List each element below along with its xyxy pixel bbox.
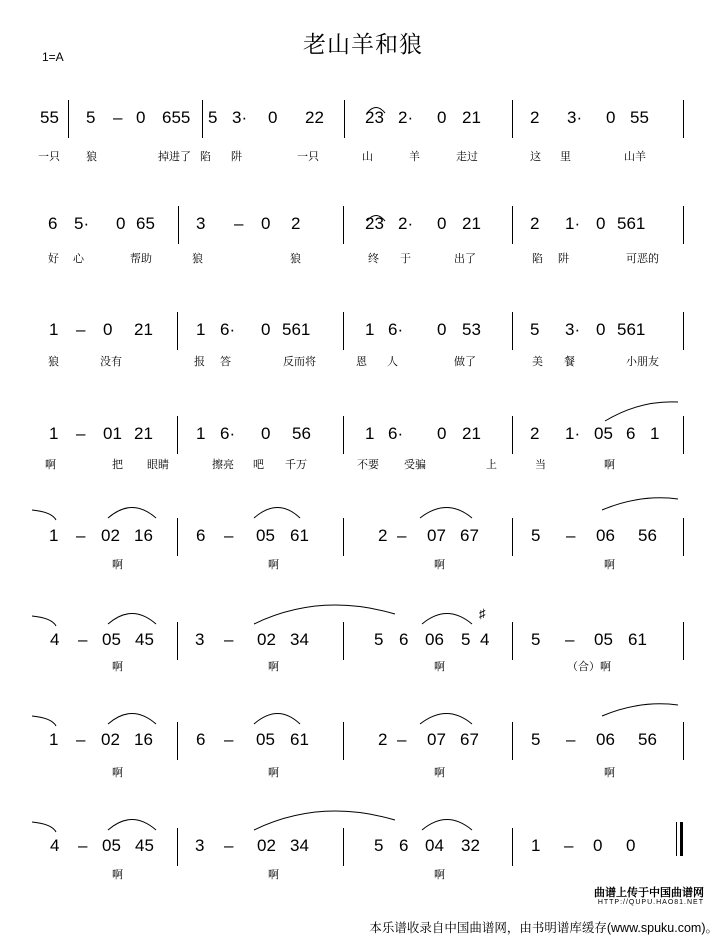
note: 55 bbox=[40, 108, 59, 127]
note: 4 bbox=[50, 836, 60, 855]
sharp-sign: ♯ bbox=[479, 606, 486, 621]
note: 4 bbox=[50, 630, 60, 649]
note: 0 bbox=[437, 424, 447, 443]
note: 3· bbox=[232, 108, 248, 127]
barline bbox=[512, 206, 513, 244]
note: – bbox=[224, 730, 234, 749]
note: – bbox=[397, 730, 407, 749]
lyric: 掉进了 bbox=[158, 151, 191, 163]
footer-site-url: HTTP://QUPU.HAO81.NET bbox=[597, 899, 704, 906]
note: 1 bbox=[196, 424, 206, 443]
note: 5 bbox=[461, 630, 471, 649]
footer-site-label: 曲谱上传于中国曲谱网 bbox=[594, 887, 704, 899]
lyric: 报 bbox=[194, 356, 205, 368]
note: 1 bbox=[650, 424, 660, 443]
barline bbox=[512, 312, 513, 350]
barline bbox=[68, 100, 69, 138]
note: 56 bbox=[292, 424, 311, 443]
note: 55 bbox=[630, 108, 649, 127]
note: 3 bbox=[196, 214, 206, 233]
barline bbox=[683, 622, 684, 660]
note: 34 bbox=[290, 836, 309, 855]
barline bbox=[512, 828, 513, 866]
note: – bbox=[565, 630, 575, 649]
lyric: 啊 bbox=[112, 559, 123, 571]
note: 2 bbox=[378, 526, 388, 545]
barline bbox=[177, 828, 178, 866]
slur bbox=[32, 716, 56, 726]
note: 561 bbox=[617, 320, 646, 339]
note: 5· bbox=[74, 214, 90, 233]
slur bbox=[254, 811, 395, 830]
slur bbox=[422, 820, 472, 831]
note: 5 bbox=[531, 730, 541, 749]
note: 6 bbox=[196, 526, 206, 545]
lyric: 眼睛 bbox=[147, 459, 169, 471]
lyric: 小朋友 bbox=[626, 356, 659, 368]
note: – bbox=[78, 630, 88, 649]
note: 45 bbox=[135, 836, 154, 855]
key-signature: 1=A bbox=[42, 50, 64, 64]
note: 0 bbox=[268, 108, 278, 127]
note: 6· bbox=[388, 424, 404, 443]
note: 2· bbox=[398, 108, 414, 127]
barline bbox=[177, 312, 178, 350]
note: – bbox=[566, 730, 576, 749]
lyric: 吧 bbox=[253, 459, 264, 471]
note: 2 bbox=[530, 424, 540, 443]
barline bbox=[512, 100, 513, 138]
note: 21 bbox=[462, 108, 481, 127]
note: 05 bbox=[102, 836, 121, 855]
note: 23 bbox=[365, 108, 384, 127]
lyric: 心 bbox=[73, 253, 84, 265]
lyric: 擦亮 bbox=[212, 459, 234, 471]
note: 61 bbox=[290, 730, 309, 749]
lyric: 啊 bbox=[112, 869, 123, 881]
slur bbox=[108, 508, 156, 519]
slur bbox=[602, 704, 678, 716]
lyric: 把 bbox=[112, 459, 123, 471]
footer-source-note: 本乐谱收录自中国曲谱网，由书明谱库缓存(www.spuku.com)。 bbox=[369, 921, 718, 935]
note: 34 bbox=[290, 630, 309, 649]
final-barline-thick bbox=[680, 822, 683, 856]
note: 655 bbox=[162, 108, 191, 127]
note: 02 bbox=[101, 526, 120, 545]
note: 5 bbox=[531, 630, 541, 649]
lyric: 好 bbox=[48, 253, 59, 265]
barline bbox=[512, 622, 513, 660]
note: 05 bbox=[102, 630, 121, 649]
final-barline-thin bbox=[676, 822, 677, 856]
note: 23 bbox=[365, 214, 384, 233]
note: 06 bbox=[425, 630, 444, 649]
note: 06 bbox=[596, 730, 615, 749]
score-title: 老山羊和狼 bbox=[303, 32, 423, 58]
lyric: 狼 bbox=[86, 151, 97, 163]
note: 5 bbox=[374, 630, 384, 649]
barline bbox=[512, 518, 513, 556]
slur bbox=[602, 498, 678, 510]
note: – bbox=[564, 836, 574, 855]
note: 04 bbox=[425, 836, 444, 855]
note: 07 bbox=[427, 730, 446, 749]
note: – bbox=[78, 836, 88, 855]
barline bbox=[683, 100, 684, 138]
note: 65 bbox=[136, 214, 155, 233]
note: 67 bbox=[460, 730, 479, 749]
barline bbox=[683, 312, 684, 350]
lyric: 不要 bbox=[357, 459, 379, 471]
note: 61 bbox=[628, 630, 647, 649]
barline bbox=[178, 206, 179, 244]
note: 02 bbox=[257, 836, 276, 855]
note: – bbox=[224, 836, 234, 855]
barline bbox=[343, 416, 344, 454]
barline bbox=[683, 518, 684, 556]
note: 1 bbox=[365, 320, 375, 339]
slur bbox=[254, 605, 395, 624]
note: 0 bbox=[596, 214, 606, 233]
note: – bbox=[397, 526, 407, 545]
slur bbox=[108, 820, 156, 831]
lyric: 一只 bbox=[297, 151, 319, 163]
note: 02 bbox=[257, 630, 276, 649]
lyric: 做了 bbox=[454, 356, 476, 368]
slur bbox=[32, 510, 56, 520]
note: 2 bbox=[530, 108, 540, 127]
note: 3· bbox=[567, 108, 583, 127]
note: 0 bbox=[261, 320, 271, 339]
note: 0 bbox=[606, 108, 616, 127]
note: 22 bbox=[305, 108, 324, 127]
lyric: 出了 bbox=[454, 253, 476, 265]
lyric: 千万 bbox=[285, 459, 307, 471]
slur bbox=[420, 508, 472, 519]
note: – bbox=[224, 526, 234, 545]
note: 1· bbox=[565, 424, 581, 443]
lyric: 里 bbox=[560, 151, 571, 163]
barline bbox=[202, 100, 203, 138]
note: 06 bbox=[596, 526, 615, 545]
note: – bbox=[224, 630, 234, 649]
note: 1 bbox=[49, 526, 59, 545]
barline bbox=[683, 206, 684, 244]
note: 1 bbox=[196, 320, 206, 339]
lyric: 啊 bbox=[434, 559, 445, 571]
slur bbox=[108, 614, 156, 625]
note: 05 bbox=[256, 730, 275, 749]
note: 6 bbox=[399, 836, 409, 855]
note: 2 bbox=[291, 214, 301, 233]
note: 0 bbox=[437, 108, 447, 127]
lyric: 可恶的 bbox=[626, 253, 659, 265]
barline bbox=[177, 518, 178, 556]
lyric: 啊 bbox=[268, 869, 279, 881]
note: 61 bbox=[290, 526, 309, 545]
barline bbox=[343, 722, 344, 760]
lyric: 这 bbox=[530, 151, 541, 163]
barline bbox=[177, 416, 178, 454]
note: 1 bbox=[49, 424, 59, 443]
note: 5 bbox=[374, 836, 384, 855]
note: 16 bbox=[134, 730, 153, 749]
lyric: 啊 bbox=[434, 767, 445, 779]
note: – bbox=[76, 320, 86, 339]
barline bbox=[683, 416, 684, 454]
slur bbox=[420, 714, 472, 725]
note: 5 bbox=[531, 526, 541, 545]
note: 56 bbox=[638, 730, 657, 749]
lyric: 上 bbox=[486, 459, 497, 471]
note: 0 bbox=[437, 320, 447, 339]
note: – bbox=[76, 730, 86, 749]
note: 2· bbox=[398, 214, 414, 233]
note: 0 bbox=[136, 108, 146, 127]
note: 56 bbox=[638, 526, 657, 545]
note: 0 bbox=[261, 214, 271, 233]
note: 1 bbox=[49, 320, 59, 339]
note: 0 bbox=[596, 320, 606, 339]
note: 6 bbox=[196, 730, 206, 749]
note: 0 bbox=[261, 424, 271, 443]
note: 0 bbox=[626, 836, 636, 855]
lyric: 当 bbox=[535, 459, 546, 471]
lyric: 恩 bbox=[356, 356, 367, 368]
note: 561 bbox=[617, 214, 646, 233]
lyric: 于 bbox=[400, 253, 411, 265]
barline bbox=[177, 722, 178, 760]
slur bbox=[254, 508, 300, 519]
note: 2 bbox=[530, 214, 540, 233]
barline bbox=[512, 416, 513, 454]
note: 0 bbox=[593, 836, 603, 855]
barline bbox=[343, 828, 344, 866]
note: 16 bbox=[134, 526, 153, 545]
lyric: 没有 bbox=[100, 356, 122, 368]
note: 5 bbox=[86, 108, 96, 127]
slur bbox=[32, 616, 56, 626]
lyric: 啊 bbox=[112, 661, 123, 673]
barline bbox=[343, 622, 344, 660]
lyric: 陷 bbox=[532, 253, 543, 265]
note: 1 bbox=[531, 836, 541, 855]
note: 1· bbox=[565, 214, 581, 233]
note: 6 bbox=[399, 630, 409, 649]
lyric: 啊 bbox=[268, 559, 279, 571]
note: 21 bbox=[134, 320, 153, 339]
note: 6 bbox=[48, 214, 58, 233]
barline bbox=[683, 722, 684, 760]
lyric: 山羊 bbox=[624, 151, 646, 163]
note: 32 bbox=[461, 836, 480, 855]
note: 02 bbox=[101, 730, 120, 749]
note: – bbox=[76, 424, 86, 443]
lyric: 帮助 bbox=[130, 253, 152, 265]
lyric: 一只 bbox=[38, 151, 60, 163]
lyric: 答 bbox=[220, 356, 231, 368]
lyric: 啊 bbox=[434, 661, 445, 673]
note: 5 bbox=[530, 320, 540, 339]
slur bbox=[254, 714, 300, 725]
barline bbox=[344, 100, 345, 138]
note: 4 bbox=[480, 630, 490, 649]
lyric: 狼 bbox=[290, 253, 301, 265]
lyric: 啊 bbox=[434, 869, 445, 881]
note: 1 bbox=[49, 730, 59, 749]
lyric: 餐 bbox=[564, 356, 575, 368]
lyric: 啊 bbox=[604, 767, 615, 779]
lyric: 山 bbox=[362, 151, 373, 163]
note: 0 bbox=[437, 214, 447, 233]
barline bbox=[512, 722, 513, 760]
slur bbox=[422, 614, 472, 625]
lyric: （合）啊 bbox=[567, 661, 611, 673]
note: – bbox=[566, 526, 576, 545]
note: 3· bbox=[565, 320, 581, 339]
note: 21 bbox=[134, 424, 153, 443]
note: – bbox=[76, 526, 86, 545]
lyric: 美 bbox=[532, 356, 543, 368]
lyric: 陷 bbox=[200, 151, 211, 163]
note: – bbox=[234, 214, 244, 233]
lyric: 啊 bbox=[604, 459, 615, 471]
note: 45 bbox=[135, 630, 154, 649]
barline bbox=[343, 518, 344, 556]
note: 01 bbox=[103, 424, 122, 443]
lyric: 啊 bbox=[268, 767, 279, 779]
note: 5 bbox=[208, 108, 218, 127]
lyric: 阱 bbox=[558, 253, 569, 265]
barline bbox=[177, 622, 178, 660]
lyric: 啊 bbox=[45, 459, 56, 471]
note: 6 bbox=[626, 424, 636, 443]
note: 21 bbox=[462, 424, 481, 443]
lyric: 受骗 bbox=[404, 459, 426, 471]
lyric: 阱 bbox=[231, 151, 242, 163]
note: 0 bbox=[116, 214, 126, 233]
note: 6· bbox=[220, 424, 236, 443]
note: 67 bbox=[460, 526, 479, 545]
lyric: 反而将 bbox=[283, 356, 316, 368]
lyric: 羊 bbox=[409, 151, 420, 163]
lyric: 人 bbox=[387, 356, 398, 368]
lyric: 啊 bbox=[112, 767, 123, 779]
note: – bbox=[113, 108, 123, 127]
lyric: 终 bbox=[368, 253, 379, 265]
note: 3 bbox=[195, 630, 205, 649]
note: 05 bbox=[594, 424, 613, 443]
note: 1 bbox=[365, 424, 375, 443]
slur bbox=[605, 402, 678, 421]
note: 3 bbox=[195, 836, 205, 855]
note: 21 bbox=[462, 214, 481, 233]
note: 05 bbox=[594, 630, 613, 649]
lyric: 啊 bbox=[604, 559, 615, 571]
lyric: 走过 bbox=[456, 151, 478, 163]
note: 6· bbox=[220, 320, 236, 339]
note: 561 bbox=[282, 320, 311, 339]
lyric: 狼 bbox=[192, 253, 203, 265]
barline bbox=[343, 206, 344, 244]
note: 05 bbox=[256, 526, 275, 545]
slur bbox=[108, 714, 156, 725]
note: 2 bbox=[378, 730, 388, 749]
note: 53 bbox=[462, 320, 481, 339]
note: 6· bbox=[388, 320, 404, 339]
slur bbox=[32, 822, 56, 832]
lyric: 狼 bbox=[48, 356, 59, 368]
lyric: 啊 bbox=[268, 661, 279, 673]
note: 07 bbox=[427, 526, 446, 545]
note: 0 bbox=[103, 320, 113, 339]
barline bbox=[343, 312, 344, 350]
